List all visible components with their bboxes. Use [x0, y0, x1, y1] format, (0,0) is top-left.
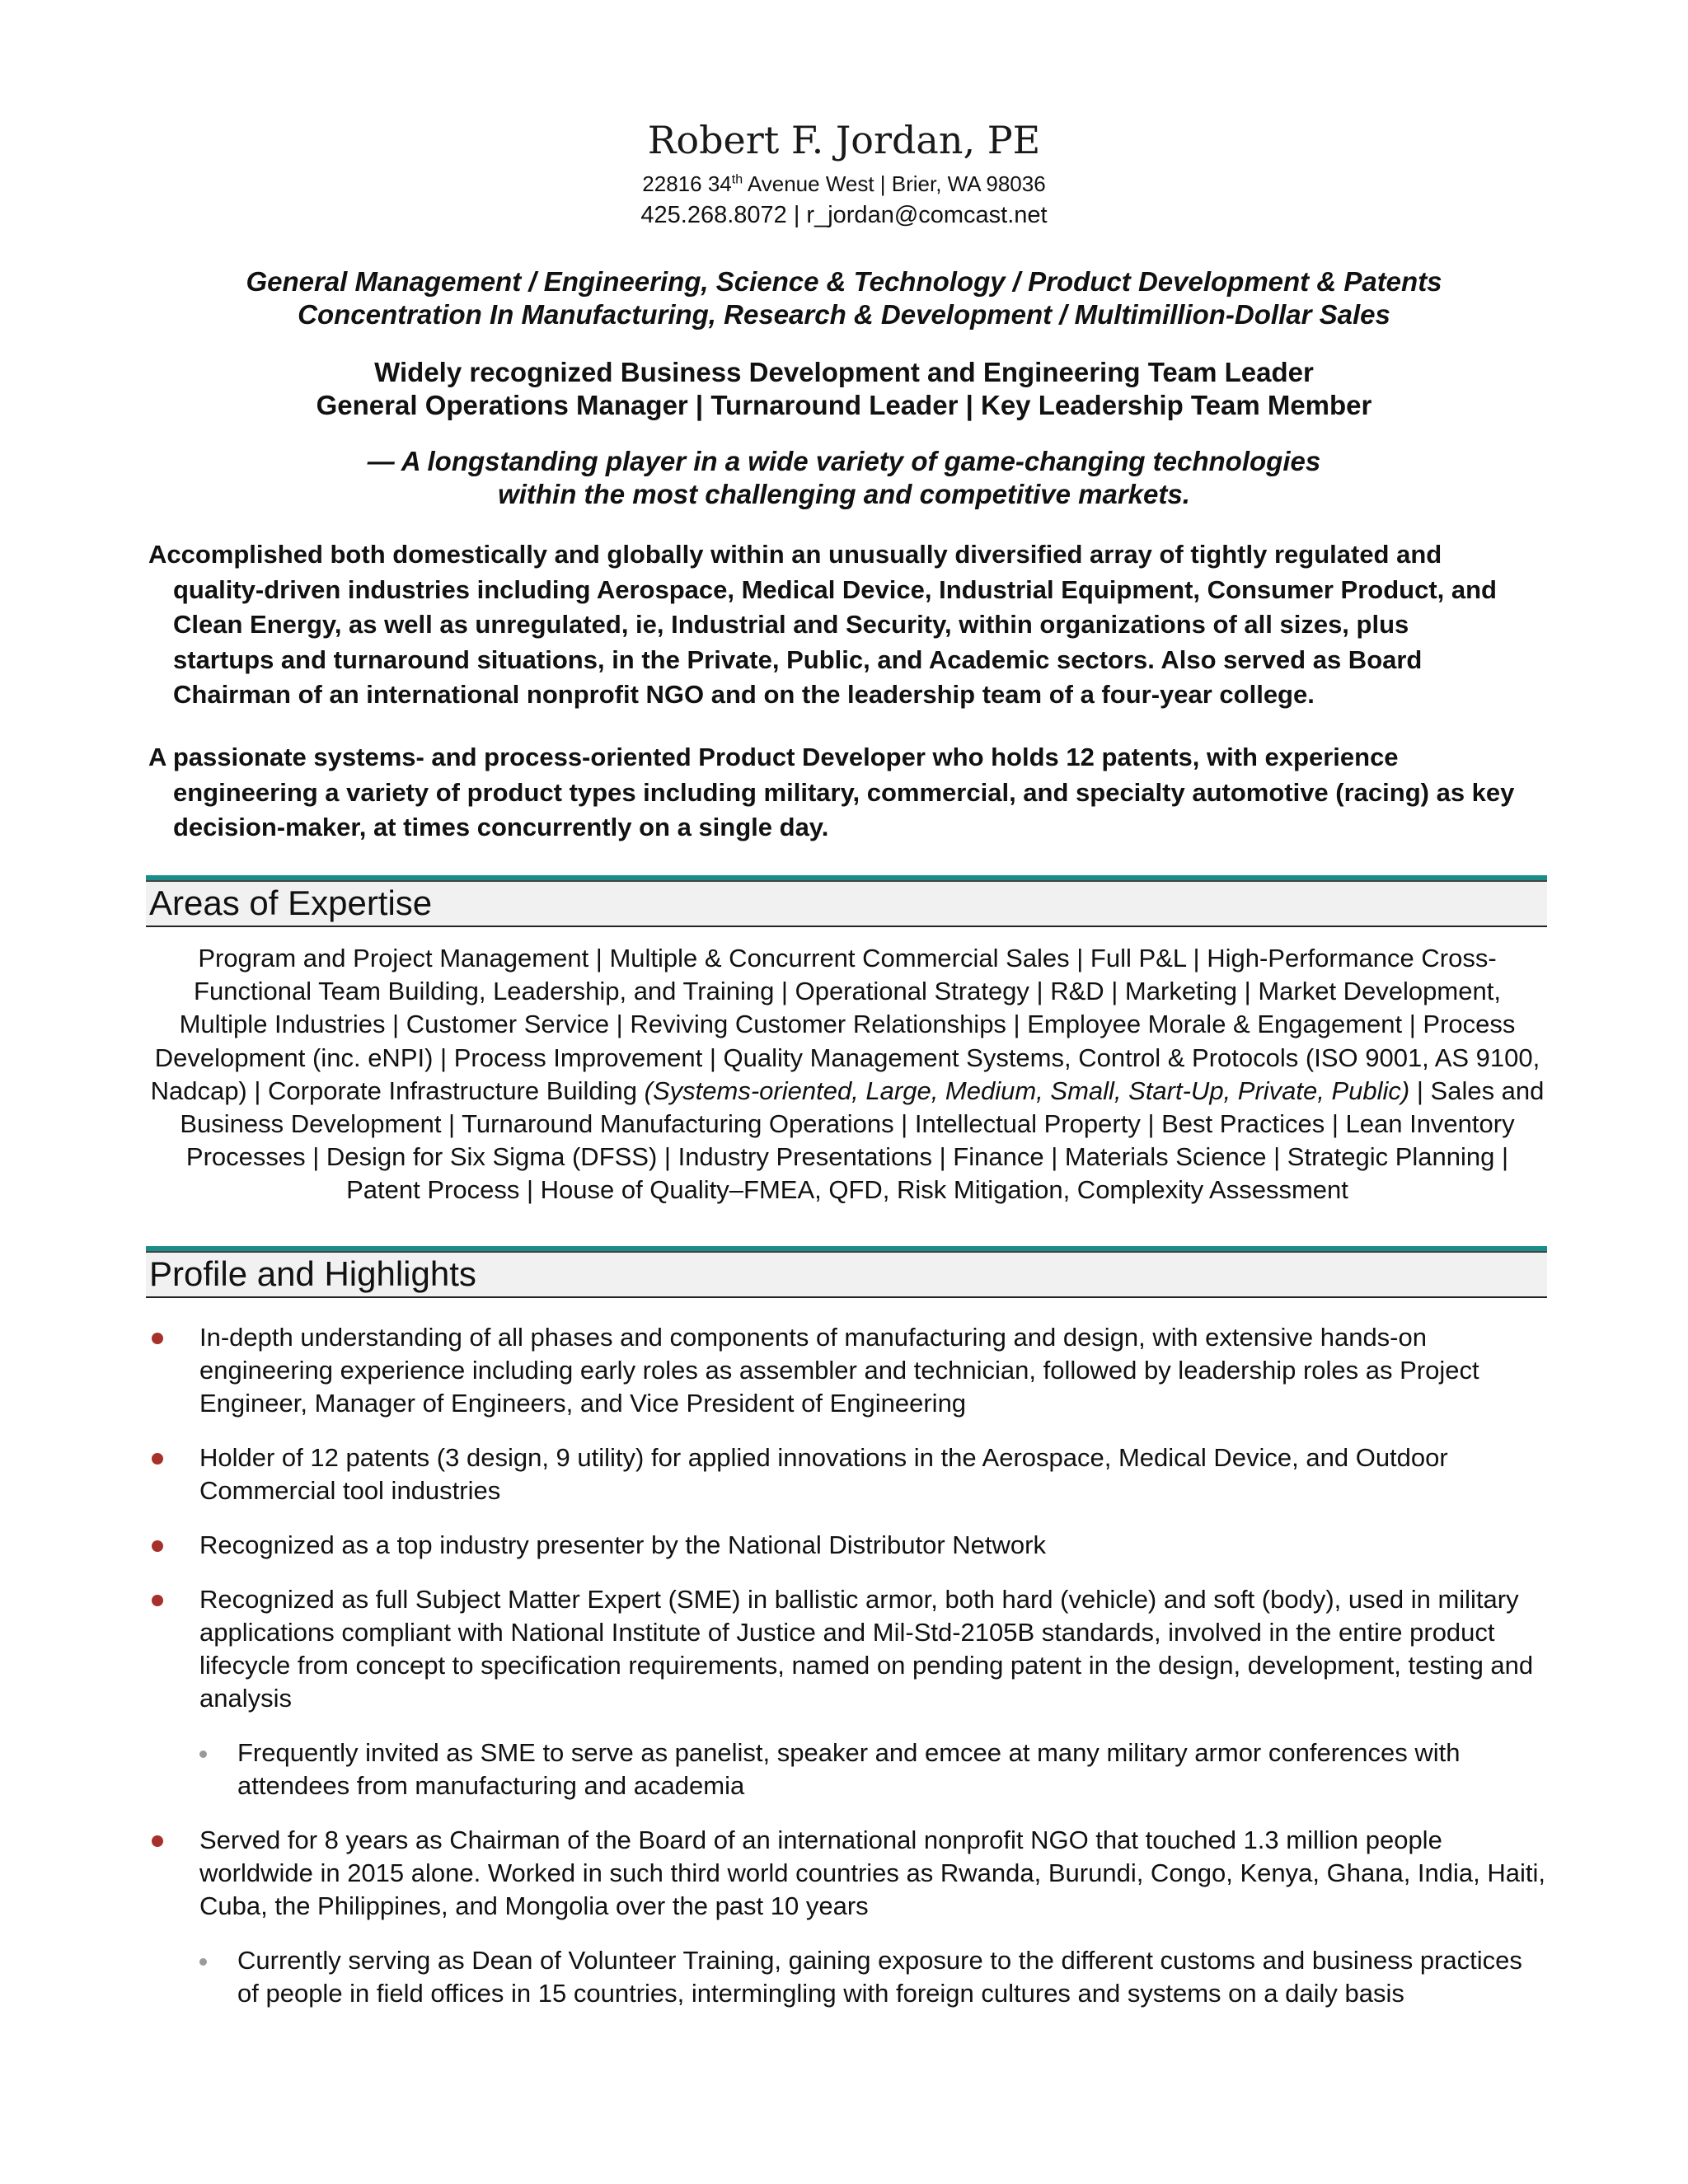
- expertise-list: [147, 942, 1548, 1207]
- address-ordinal-suffix: th: [731, 172, 743, 187]
- highlight-subtext: Currently serving as Dean of Volunteer Training, gaining exposure to the different customs and business practices of people in field offices in 15 countries, intermingling with foreign cultures and systems on a daily basis: [237, 1946, 1522, 2008]
- resume-header: [0, 115, 1688, 231]
- summary-paragraph-2: [148, 740, 1517, 846]
- role-line-1: Widely recognized Business Development and Engineering Team Leader: [374, 357, 1314, 387]
- positioning-quote: [0, 445, 1688, 511]
- tagline-line-2: Concentration In Manufacturing, Research & Development / Multimillion-Dollar Sales: [298, 299, 1390, 330]
- section-header-expertise: [146, 875, 1547, 927]
- quote-line-2: within the most challenging and competitive markets.: [498, 479, 1190, 509]
- highlight-text: In-depth understanding of all phases and components of manufacturing and design, with extensive hands-on engineering experience including early roles as assembler and technician, followed by leadership roles as Project Engineer, Manager of Engineers, and Vice President of Engineering: [199, 1323, 1479, 1418]
- highlight-item: [148, 1321, 1550, 1420]
- section-title-expertise: Areas of Expertise: [149, 883, 433, 922]
- highlight-text: Holder of 12 patents (3 design, 9 utility) for applied innovations in the Aerospace, Medical Device, and Outdoor Commercial tool industries: [199, 1443, 1448, 1505]
- profile-highlights-list: [148, 1321, 1550, 2032]
- expertise-text-italic: (Systems-oriented, Large, Medium, Small, Start-Up, Private, Public): [644, 1076, 1410, 1105]
- highlight-subitem: [148, 1944, 1550, 2010]
- role-line-2: General Operations Manager | Turnaround Leader | Key Leadership Team Member: [316, 390, 1372, 420]
- red-bullet-icon: [152, 1333, 163, 1344]
- summary-text-2: A passionate systems- and process-oriented Product Developer who holds 12 patents, with experience engineering a variety of product types including military, commercial, and specialty automotive (racing) as key decision-maker, at times concurrently on a single day.: [148, 743, 1515, 841]
- address-street-number: 22816 34: [642, 171, 732, 196]
- gray-sub-bullet-icon: [199, 1958, 207, 1966]
- expertise-text-part-1: Program and Project Management | Multiple & Concurrent Commercial Sales | Full P&L | High-Performance Cross-Functional Team Building, Leadership, and Training | Operational Strategy | R&D | Marketing | Market Development, Multiple Industries | Customer Service | Reviving Customer Relationships | Employee Morale & Engagement | Process Development (inc. eNPI) | Process Improvement | Quality Management Systems, Control & Protocols (ISO 9001, AS 9100, Nadcap) | Corporate Infrastructure Building: [150, 944, 1540, 1105]
- red-bullet-icon: [152, 1540, 163, 1552]
- focus-taglines: [0, 265, 1688, 331]
- summary-text-1: Accomplished both domestically and globally within an unusually diversified array of tightly regulated and quality-driven industries including Aerospace, Medical Device, Industrial Equipment, Consumer Product, and Clean Energy, as well as unregulated, ie, Industrial and Security, within organizations of all sizes, plus startups and turnaround situations, in the Private, Public, and Academic sectors. Also served as Board Chairman of an international nonprofit NGO and on the leadership team of a four-year college.: [148, 540, 1497, 709]
- red-bullet-icon: [152, 1835, 163, 1847]
- candidate-name: Robert F. Jordan, PE: [647, 118, 1041, 162]
- contact-line: 425.268.8072 | r_jordan@comcast.net: [640, 202, 1048, 228]
- section-header-profile: [146, 1246, 1547, 1298]
- highlight-item: [148, 1824, 1550, 1923]
- section-title-profile: Profile and Highlights: [149, 1254, 476, 1293]
- highlight-item: [148, 1529, 1550, 1562]
- red-bullet-icon: [152, 1595, 163, 1606]
- red-bullet-icon: [152, 1453, 163, 1465]
- highlight-subitem: [148, 1736, 1550, 1802]
- summary-paragraph-1: [148, 537, 1517, 713]
- highlight-item: [148, 1583, 1550, 1715]
- highlight-text: Served for 8 years as Chairman of the Board of an international nonprofit NGO that touched 1.3 million people worldwide in 2015 alone. Worked in such third world countries as Rwanda, Burundi, Congo, Kenya, Ghana, India, Haiti, Cuba, the Philippines, and Mongolia over the past 10 years: [199, 1825, 1546, 1920]
- highlight-text: Recognized as a top industry presenter by the National Distributor Network: [199, 1530, 1046, 1559]
- address-rest: Avenue West | Brier, WA 98036: [743, 171, 1046, 196]
- highlight-text: Recognized as full Subject Matter Expert (SME) in ballistic armor, both hard (vehicle) and soft (body), used in military applications compliant with National Institute of Justice and Mil-Std-2105B standards, involved in the entire product lifecycle from concept to specification requirements, named on pending patent in the design, development, testing and analysis: [199, 1585, 1534, 1713]
- role-titles: [0, 356, 1688, 422]
- highlight-item: [148, 1441, 1550, 1507]
- highlight-subtext: Frequently invited as SME to serve as panelist, speaker and emcee at many military armor conferences with attendees from manufacturing and academia: [237, 1738, 1461, 1800]
- expertise-text-part-2: | Sales and Business Development | Turnaround Manufacturing Operations | Intellectual Property | Best Practices | Lean Inventory Processes | Design for Six Sigma (DFSS) | Industry Presentations | Finance | Materials Science | Strategic Planning | Patent Process | House of Quality–FMEA, QFD, Risk Mitigation, Complexity Assessment: [180, 1076, 1545, 1205]
- mailing-address: [0, 168, 1688, 199]
- quote-line-1: — A longstanding player in a wide variety of game-changing technologies: [367, 446, 1321, 476]
- tagline-line-1: General Management / Engineering, Science & Technology / Product Development & Patents: [246, 266, 1442, 297]
- gray-sub-bullet-icon: [199, 1750, 207, 1758]
